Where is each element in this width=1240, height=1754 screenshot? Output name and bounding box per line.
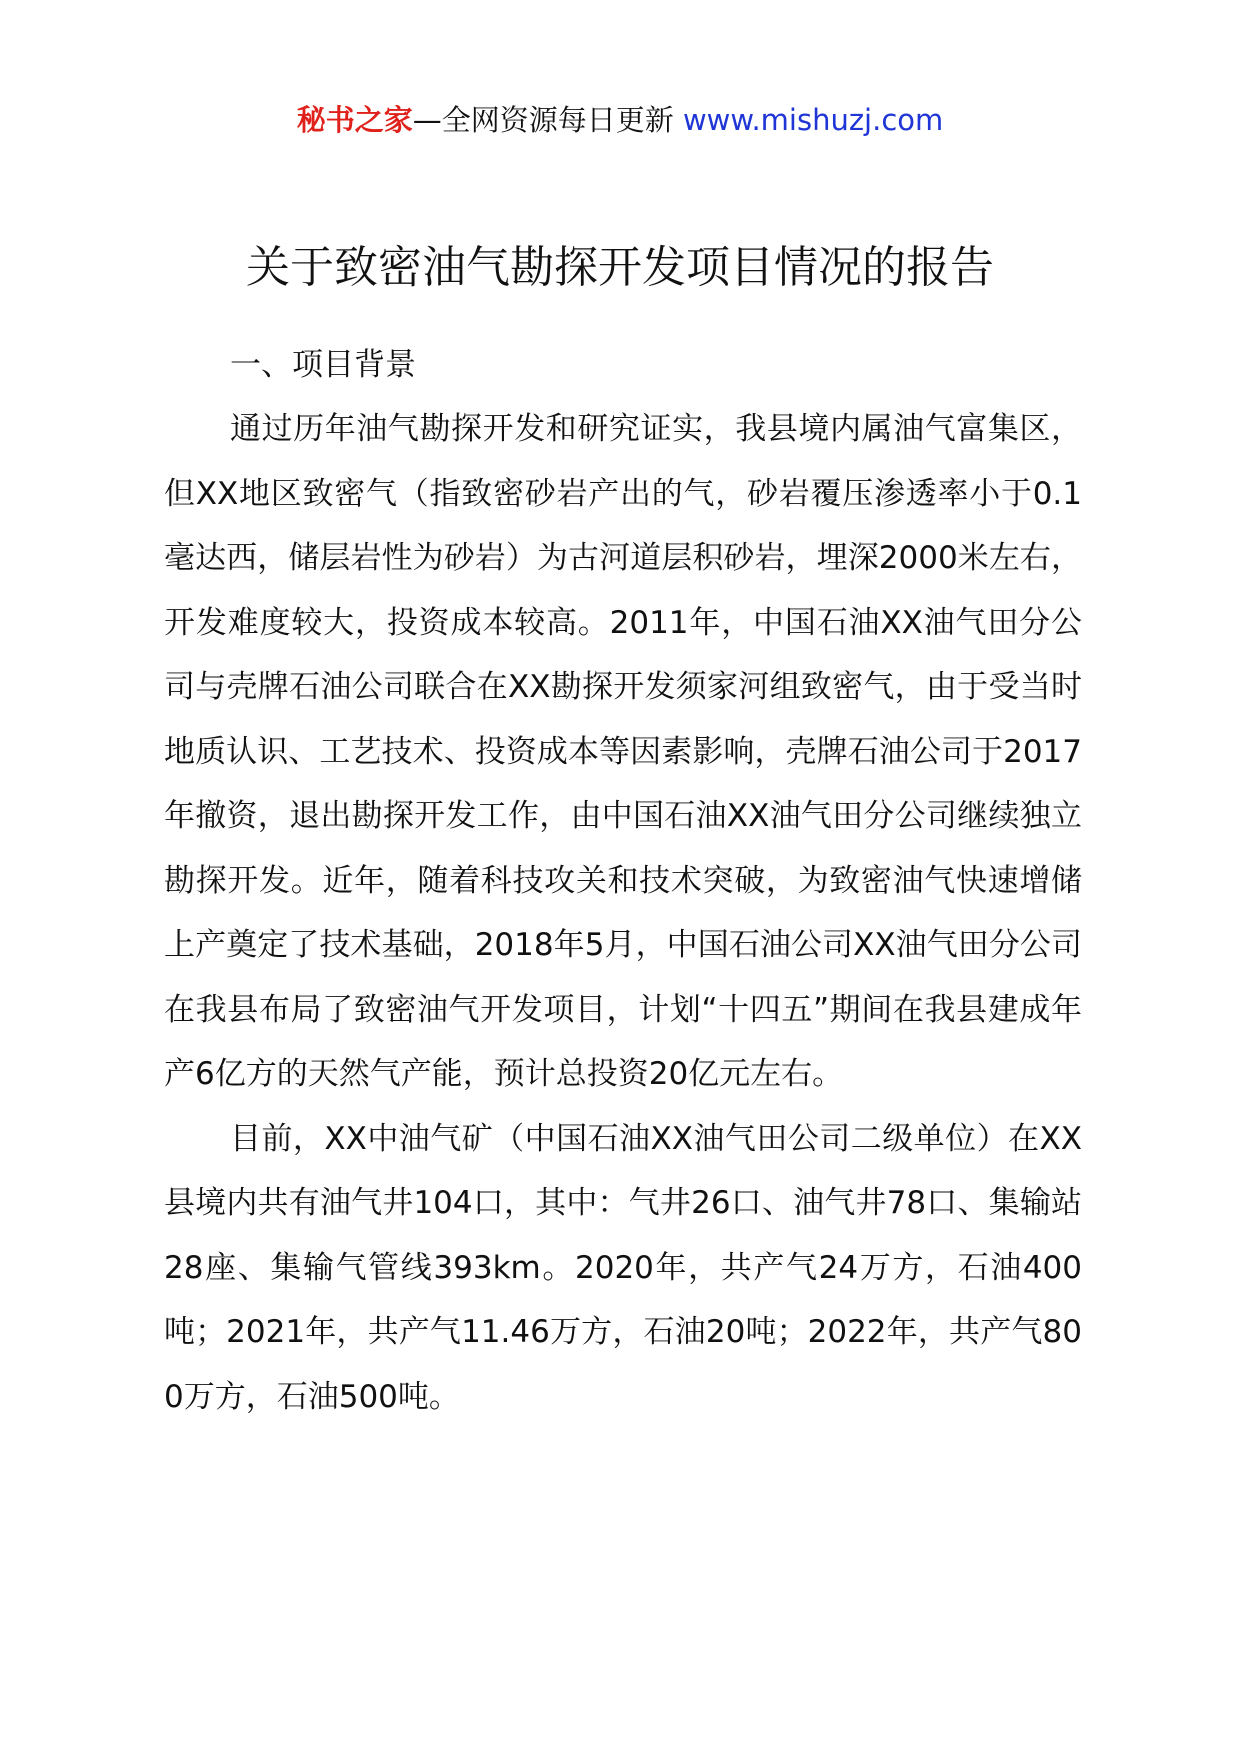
header-tagline: —全网资源每日更新: [412, 103, 683, 137]
site-url-link[interactable]: www.mishuzj.com: [682, 103, 944, 137]
document-title: 关于致密油气勘探开发项目情况的报告: [246, 242, 994, 293]
brand-name: 秘书之家: [296, 103, 413, 137]
body-paragraph: 目前，XX中油气矿（中国石油XX油气田公司二级单位）在XX县境内共有油气井104口，其中：气井26口、油气井78口、集输站28座、集输气管线393km。2020年，共产气24万方，石油400吨；2021年，共产气11.46万方，石油20吨；2022年，共产气800万方，石油500吨。: [164, 1120, 1082, 1415]
site-header: [0, 100, 1240, 140]
document-body: [164, 333, 1082, 1429]
section-heading: 一、项目背景: [230, 347, 416, 383]
body-paragraph: 通过历年油气勘探开发和研究证实，我县境内属油气富集区，但XX地区致密气（指致密砂岩产出的气，砂岩覆压渗透率小于0.1毫达西，储层岩性为砂岩）为古河道层积砂岩，埋深2000米左右，开发难度较大，投资成本较高。2011年，中国石油XX油气田分公司与壳牌石油公司联合在XX勘探开发须家河组致密气，由于受当时地质认识、工艺技术、投资成本等因素影响，壳牌石油公司于2017年撤资，退出勘探开发工作，由中国石油XX油气田分公司继续独立勘探开发。近年，随着科技攻关和技术突破，为致密油气快速增储上产奠定了技术基础，2018年5月，中国石油公司XX油气田分公司在我县布局了致密油气开发项目，计划“十四五”期间在我县建成年产6亿方的天然气产能，预计总投资20亿元左右。: [164, 411, 1082, 1092]
